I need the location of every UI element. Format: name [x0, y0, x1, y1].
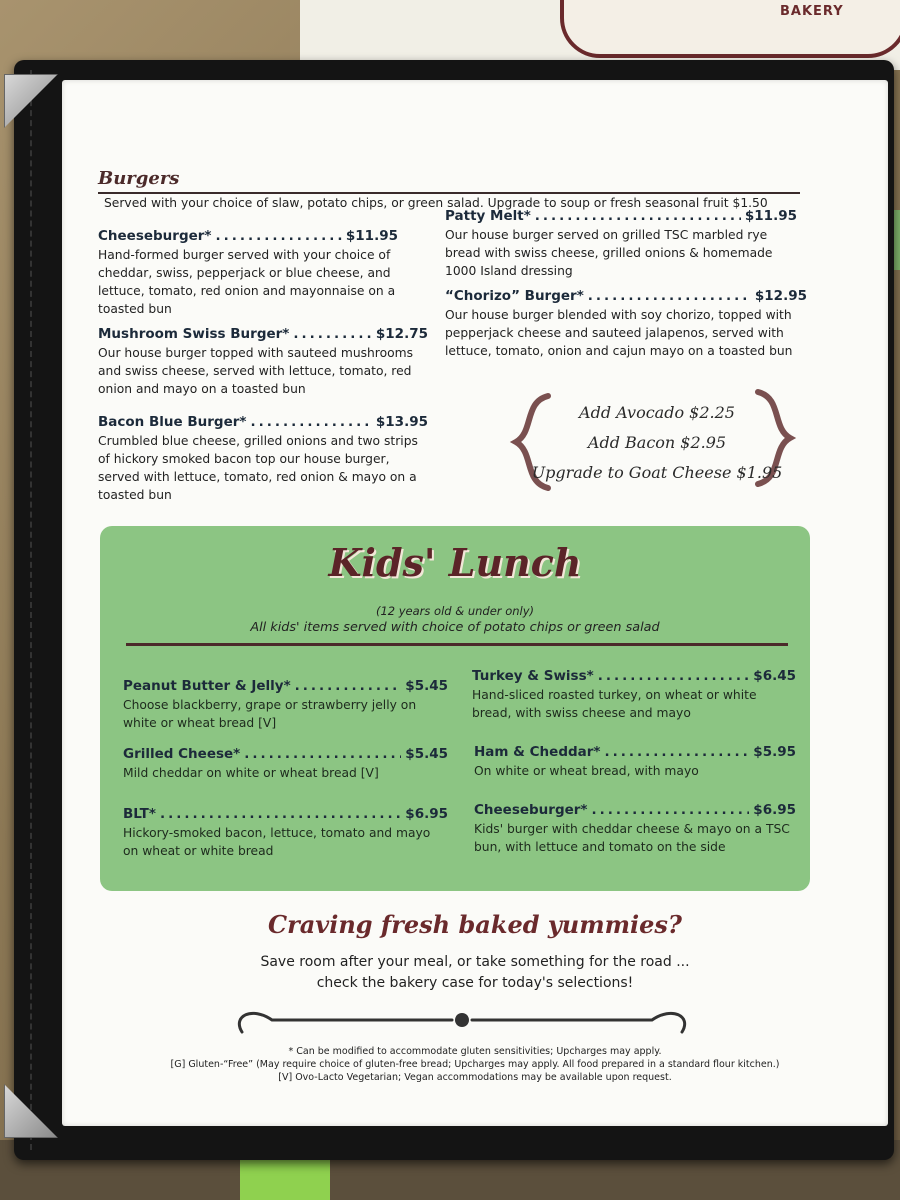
item-description: Hand-formed burger served with your choice of cheddar, swiss, pepperjack or blue cheese, and lettuce, tomato, red onion and mayonnaise on a toasted bun: [98, 248, 396, 316]
addon-bacon: Add Bacon $2.95: [587, 433, 727, 452]
leader-dots: [293, 326, 372, 342]
kids-item-cheeseburger: [474, 802, 796, 856]
leader-dots: [250, 414, 371, 430]
menu-item-patty-melt: [445, 208, 797, 280]
leader-dots: [598, 668, 750, 684]
item-description: Hickory-smoked bacon, lettuce, tomato and mayo on wheat or white bread: [123, 826, 431, 858]
kids-item-pbj: [123, 678, 448, 732]
leader-dots: [604, 744, 749, 760]
item-name: “Chorizo” Burger*: [445, 288, 584, 304]
kids-item-turkey-swiss: [472, 668, 796, 722]
bakery-message: [62, 952, 888, 994]
kids-lunch-heading: Kids' Lunch: [328, 540, 582, 585]
leader-dots: [535, 208, 741, 224]
menu-item-mushroom-swiss-burger: [98, 326, 428, 398]
item-name: Grilled Cheese*: [123, 746, 241, 762]
item-price: $13.95: [375, 414, 428, 430]
burgers-subtitle: Served with your choice of slaw, potato chips, or green salad. Upgrade to soup or fresh seasonal fruit $1.50: [104, 196, 768, 210]
footnote-gluten: [G] Gluten-“Free” (May require choice of gluten-free bread; Upcharges may apply. All food prepared in a standard flour kitchen.): [170, 1059, 780, 1070]
leader-dots: [216, 228, 342, 244]
burgers-rule: [98, 192, 800, 194]
kids-lunch-panel: [100, 526, 810, 891]
addon-avocado: Add Avocado $2.25: [579, 403, 735, 422]
item-name: Mushroom Swiss Burger*: [98, 326, 290, 342]
kids-served-note: All kids' items served with choice of potato chips or green salad: [250, 620, 660, 635]
footnote-vegetarian: [V] Ovo-Lacto Vegetarian; Vegan accommodations may be available upon request.: [278, 1072, 672, 1083]
leader-dots: [592, 802, 750, 818]
menu-item-cheeseburger: [98, 228, 398, 318]
kids-age-note: (12 years old & under only): [375, 604, 535, 618]
item-price: $6.95: [753, 802, 796, 818]
item-description: Hand-sliced roasted turkey, on wheat or white bread, with swiss cheese and mayo: [472, 688, 757, 720]
bakery-line-1: Save room after your meal, or take something for the road ...: [260, 954, 690, 970]
burger-addons: [512, 398, 802, 488]
item-price: $5.45: [405, 746, 448, 762]
item-price: $6.45: [753, 668, 796, 684]
item-description: On white or wheat bread, with mayo: [474, 764, 699, 778]
leader-dots: [295, 678, 402, 694]
item-description: Our house burger served on grilled TSC marbled rye bread with swiss cheese, grilled onions & homemade 1000 Island dressing: [445, 228, 773, 278]
bakery-line-2: check the bakery case for today's selections!: [316, 975, 634, 991]
menu-item-chorizo-burger: [445, 288, 807, 360]
item-price: $12.95: [754, 288, 807, 304]
item-name: Turkey & Swiss*: [472, 668, 594, 684]
kids-item-blt: [123, 806, 448, 860]
menu-page: [62, 80, 888, 1126]
item-price: $5.95: [753, 744, 796, 760]
kids-item-ham-cheddar: [474, 744, 796, 780]
leader-dots: [588, 288, 751, 304]
burgers-heading: Burgers: [98, 168, 180, 189]
item-price: $5.45: [405, 678, 448, 694]
item-description: Our house burger blended with soy chorizo, topped with pepperjack cheese and sauteed jalapenos, served with lettuce, tomato, onion and cajun mayo on a toasted bun: [445, 308, 793, 358]
item-description: Mild cheddar on white or wheat bread [V]: [123, 766, 379, 780]
item-price: $11.95: [345, 228, 398, 244]
binder-stitching: [30, 70, 42, 1150]
item-description: Crumbled blue cheese, grilled onions and two strips of hickory smoked bacon top our house burger, served with lettuce, tomato, red onion & mayo on a toasted bun: [98, 434, 418, 502]
item-name: Ham & Cheddar*: [474, 744, 601, 760]
kids-rule: [126, 643, 788, 646]
bakery-logo: [560, 0, 900, 58]
kids-item-grilled-cheese: [123, 746, 448, 782]
item-name: Cheeseburger*: [474, 802, 588, 818]
item-name: Peanut Butter & Jelly*: [123, 678, 291, 694]
item-description: Choose blackberry, grape or strawberry jelly on white or wheat bread [V]: [123, 698, 417, 730]
item-price: $12.75: [375, 326, 428, 342]
item-name: Cheeseburger*: [98, 228, 212, 244]
leader-dots: [244, 746, 401, 762]
item-name: Bacon Blue Burger*: [98, 414, 247, 430]
footnote-asterisk: * Can be modified to accommodate gluten sensitivities; Upcharges may apply.: [288, 1046, 662, 1057]
bakery-logo-text: BAKERY: [780, 4, 844, 19]
item-description: Our house burger topped with sauteed mushrooms and swiss cheese, served with lettuce, tomato, red onion and mayo on a toasted bun: [98, 346, 414, 396]
menu-item-bacon-blue-burger: [98, 414, 428, 504]
item-price: $6.95: [405, 806, 448, 822]
item-name: Patty Melt*: [445, 208, 531, 224]
flourish-divider: [232, 1002, 692, 1042]
bakery-headline: Craving fresh baked yummies?: [267, 910, 682, 939]
leader-dots: [160, 806, 401, 822]
item-price: $11.95: [744, 208, 797, 224]
item-description: Kids' burger with cheddar cheese & mayo on a TSC bun, with lettuce and tomato on the side: [474, 822, 790, 854]
item-name: BLT*: [123, 806, 156, 822]
green-object: [240, 1160, 330, 1200]
addon-goat-cheese: Upgrade to Goat Cheese $1.95: [531, 463, 783, 482]
